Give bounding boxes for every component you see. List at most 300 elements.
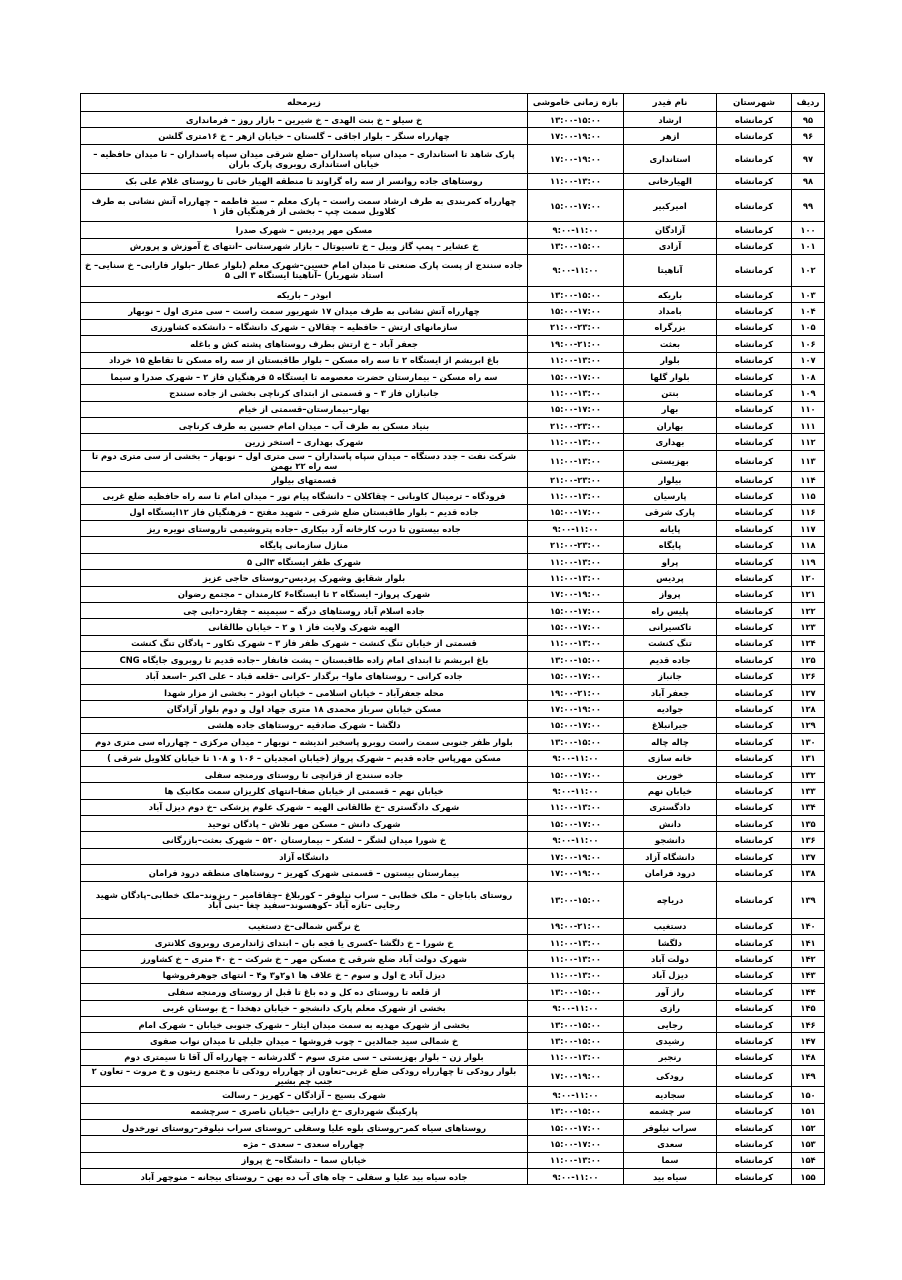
row-number-cell: ۱۵۴ <box>792 1152 825 1168</box>
table-row <box>81 1016 825 1032</box>
area-cell: شهرک دانش – مسکن مهر تلاش – پادگان توحید <box>81 816 528 832</box>
time-range-cell: ۱۵:۰۰-۱۷:۰۰ <box>528 504 624 520</box>
city-cell: کرمانشاه <box>717 1119 792 1135</box>
area-cell: دانشگاه آزاد <box>81 848 528 864</box>
table-row <box>81 471 825 487</box>
time-range-cell: ۱۱:۰۰-۱۳:۰۰ <box>528 951 624 967</box>
time-range-cell: ۱۳:۰۰-۱۵:۰۰ <box>528 1033 624 1049</box>
table-row <box>81 848 825 864</box>
row-number-cell: ۱۲۸ <box>792 701 825 717</box>
table-row <box>81 1000 825 1016</box>
feeder-cell: جعفر آباد <box>624 684 717 700</box>
city-cell: کرمانشاه <box>717 967 792 983</box>
feeder-cell: پردیس <box>624 570 717 586</box>
feeder-cell: رشیدی <box>624 1033 717 1049</box>
area-cell: مسکن خیابان سرباز محمدی ۱۸ متری جهاد اول و دوم بلوار آزادگان <box>81 701 528 717</box>
row-number-cell: ۱۱۸ <box>792 537 825 553</box>
table-row <box>81 521 825 537</box>
city-cell: کرمانشاه <box>717 602 792 618</box>
area-cell: روستاهای سیاه کمر–روستای بلوه علیا وسفلی –روستای سراب نیلوفر–روستای تورخدول <box>81 1119 528 1135</box>
city-cell: کرمانشاه <box>717 684 792 700</box>
city-cell: کرمانشاه <box>717 1169 792 1185</box>
time-range-cell: ۱۵:۰۰-۱۷:۰۰ <box>528 368 624 384</box>
feeder-cell: بهداری <box>624 434 717 450</box>
header-row-number: ردیف <box>792 94 825 112</box>
table-row <box>81 1033 825 1049</box>
time-range-cell: ۱۵:۰۰-۱۷:۰۰ <box>528 668 624 684</box>
table-row <box>81 734 825 750</box>
area-cell: خ شمالی سید جمالدین – چوب فروشها – میدان جلیلی تا میدان نواب صفوی <box>81 1033 528 1049</box>
table-row <box>81 832 825 848</box>
area-cell: بنیاد مسکن به طرف آب – میدان امام حسین به طرف کرناچی <box>81 418 528 434</box>
area-cell: شهرک دولت آباد ضلع شرقی خ مسکن مهر – خ شرکت – خ ۴۰ متری – خ کشاورز <box>81 951 528 967</box>
time-range-cell: ۱۵:۰۰-۱۷:۰۰ <box>528 602 624 618</box>
feeder-cell: پراو <box>624 553 717 569</box>
area-cell: بهار–بیمارستان–قسمتی از خیام <box>81 401 528 417</box>
table-row <box>81 918 825 934</box>
city-cell: کرمانشاه <box>717 553 792 569</box>
table-row <box>81 635 825 651</box>
time-range-cell: ۱۷:۰۰-۱۹:۰۰ <box>528 586 624 602</box>
area-cell: جاده سنندج از قزانچی تا روستای ورمنجه سفلی <box>81 766 528 782</box>
row-number-cell: ۱۴۰ <box>792 918 825 934</box>
area-cell: باغ ابریشم تا ابتدای امام زاده طاقبستان – پشت فانفار –جاده قدیم تا روبروی جایگاه CNG <box>81 652 528 668</box>
row-number-cell: ۱۲۳ <box>792 619 825 635</box>
table-row <box>81 434 825 450</box>
city-cell: کرمانشاه <box>717 586 792 602</box>
time-range-cell: ۹:۰۰-۱۱:۰۰ <box>528 1169 624 1185</box>
table-row <box>81 401 825 417</box>
table-row <box>81 418 825 434</box>
row-number-cell: ۱۰۲ <box>792 254 825 286</box>
table-row <box>81 935 825 951</box>
feeder-cell: پایگاه <box>624 537 717 553</box>
city-cell: کرمانشاه <box>717 1066 792 1087</box>
row-number-cell: ۱۳۸ <box>792 865 825 881</box>
city-cell: کرمانشاه <box>717 368 792 384</box>
time-range-cell: ۱۱:۰۰-۱۳:۰۰ <box>528 553 624 569</box>
feeder-cell: ازهر <box>624 128 717 144</box>
time-range-cell: ۱۷:۰۰-۱۹:۰۰ <box>528 701 624 717</box>
city-cell: کرمانشاه <box>717 935 792 951</box>
feeder-cell: بلوار <box>624 352 717 368</box>
area-cell: الهیه شهرک ولایت فاز ۱ و ۲ – خیابان طالقانی <box>81 619 528 635</box>
table-row <box>81 1119 825 1135</box>
time-range-cell: ۱۱:۰۰-۱۳:۰۰ <box>528 799 624 815</box>
row-number-cell: ۱۴۲ <box>792 951 825 967</box>
city-cell: کرمانشاه <box>717 144 792 173</box>
feeder-cell: بزرگراه <box>624 319 717 335</box>
city-cell: کرمانشاه <box>717 504 792 520</box>
row-number-cell: ۱۲۷ <box>792 684 825 700</box>
outage-schedule-page <box>80 93 824 1185</box>
feeder-cell: دادگستری <box>624 799 717 815</box>
feeder-cell: رنجبر <box>624 1049 717 1065</box>
feeder-cell: دولت آباد <box>624 951 717 967</box>
feeder-cell: دانشگاه آزاد <box>624 848 717 864</box>
table-row <box>81 799 825 815</box>
table-row <box>81 1103 825 1119</box>
time-range-cell: ۱۷:۰۰-۱۹:۰۰ <box>528 144 624 173</box>
city-cell: کرمانشاه <box>717 112 792 128</box>
row-number-cell: ۱۰۳ <box>792 286 825 302</box>
time-range-cell: ۱۹:۰۰-۲۱:۰۰ <box>528 336 624 352</box>
table-row <box>81 385 825 401</box>
city-cell: کرمانشاه <box>717 488 792 504</box>
table-row <box>81 652 825 668</box>
city-cell: کرمانشاه <box>717 254 792 286</box>
row-number-cell: ۱۱۹ <box>792 553 825 569</box>
table-row <box>81 984 825 1000</box>
table-header-row <box>81 94 825 112</box>
row-number-cell: ۱۰۸ <box>792 368 825 384</box>
city-cell: کرمانشاه <box>717 717 792 733</box>
time-range-cell: ۹:۰۰-۱۱:۰۰ <box>528 521 624 537</box>
city-cell: کرمانشاه <box>717 848 792 864</box>
row-number-cell: ۱۰۶ <box>792 336 825 352</box>
time-range-cell: ۹:۰۰-۱۱:۰۰ <box>528 783 624 799</box>
feeder-cell: راز آور <box>624 984 717 1000</box>
area-cell: بلوار شقایق وشهرک پردیس–روستای حاجی عزیز <box>81 570 528 586</box>
header-time-range: بازه زمانی خاموشی <box>528 94 624 112</box>
area-cell: جاده اسلام آباد روستاهای درگه – سیمینه – چقارد–دابی چی <box>81 602 528 618</box>
outage-schedule-table <box>80 93 825 1185</box>
time-range-cell: ۱۱:۰۰-۱۳:۰۰ <box>528 385 624 401</box>
area-cell: چهارراه سنگر – بلوار اجاقی – گلستان – خیابان ازهر – خ ۱۶متری گلشن <box>81 128 528 144</box>
table-row <box>81 570 825 586</box>
city-cell: کرمانشاه <box>717 521 792 537</box>
row-number-cell: ۱۳۲ <box>792 766 825 782</box>
feeder-cell: سیاه بید <box>624 1169 717 1185</box>
city-cell: کرمانشاه <box>717 537 792 553</box>
time-range-cell: ۱۷:۰۰-۱۹:۰۰ <box>528 128 624 144</box>
feeder-cell: رودکی <box>624 1066 717 1087</box>
table-row <box>81 190 825 222</box>
row-number-cell: ۱۲۵ <box>792 652 825 668</box>
city-cell: کرمانشاه <box>717 190 792 222</box>
area-cell: مسکن مهر پردیس – شهرک صدرا <box>81 222 528 238</box>
row-number-cell: ۱۱۲ <box>792 434 825 450</box>
feeder-cell: بعثت <box>624 336 717 352</box>
time-range-cell: ۱۳:۰۰-۱۵:۰۰ <box>528 1016 624 1032</box>
city-cell: کرمانشاه <box>717 619 792 635</box>
city-cell: کرمانشاه <box>717 352 792 368</box>
row-number-cell: ۱۲۴ <box>792 635 825 651</box>
table-row <box>81 368 825 384</box>
feeder-cell: جانباز <box>624 668 717 684</box>
time-range-cell: ۱۵:۰۰-۱۷:۰۰ <box>528 1136 624 1152</box>
table-row <box>81 112 825 128</box>
city-cell: کرمانشاه <box>717 1087 792 1103</box>
row-number-cell: ۱۳۷ <box>792 848 825 864</box>
city-cell: کرمانشاه <box>717 401 792 417</box>
feeder-cell: استانداری <box>624 144 717 173</box>
city-cell: کرمانشاه <box>717 1136 792 1152</box>
city-cell: کرمانشاه <box>717 1000 792 1016</box>
city-cell: کرمانشاه <box>717 450 792 471</box>
city-cell: کرمانشاه <box>717 434 792 450</box>
time-range-cell: ۱۳:۰۰-۱۵:۰۰ <box>528 984 624 1000</box>
city-cell: کرمانشاه <box>717 1152 792 1168</box>
row-number-cell: ۱۳۶ <box>792 832 825 848</box>
city-cell: کرمانشاه <box>717 222 792 238</box>
time-range-cell: ۱۳:۰۰-۱۵:۰۰ <box>528 286 624 302</box>
feeder-cell: چاله چاله <box>624 734 717 750</box>
city-cell: کرمانشاه <box>717 303 792 319</box>
row-number-cell: ۱۳۵ <box>792 816 825 832</box>
feeder-cell: خورین <box>624 766 717 782</box>
area-cell: جانبازان فاز ۳ – و قسمتی از ابتدای کرناچی بخشی از جاده سنندج <box>81 385 528 401</box>
area-cell: محله جعفرآباد – خیابان اسلامی – خیابان ابوذر – بخشی از مزار شهدا <box>81 684 528 700</box>
area-cell: روستاهای جاده روانسر از سه راه گراوند تا منطقه الهیار خانی تا روستای غلام علی بک <box>81 173 528 189</box>
row-number-cell: ۱۰۹ <box>792 385 825 401</box>
feeder-cell: بهاران <box>624 418 717 434</box>
row-number-cell: ۱۱۳ <box>792 450 825 471</box>
row-number-cell: ۱۴۵ <box>792 1000 825 1016</box>
time-range-cell: ۹:۰۰-۱۱:۰۰ <box>528 254 624 286</box>
time-range-cell: ۱۵:۰۰-۱۷:۰۰ <box>528 401 624 417</box>
table-row <box>81 173 825 189</box>
feeder-cell: تنگ کنشت <box>624 635 717 651</box>
row-number-cell: ۱۴۹ <box>792 1066 825 1087</box>
table-row <box>81 450 825 471</box>
area-cell: دلگشا – شهرک صادقیه –روستاهای جاده هلشی <box>81 717 528 733</box>
city-cell: کرمانشاه <box>717 1049 792 1065</box>
table-row <box>81 619 825 635</box>
table-row <box>81 951 825 967</box>
time-range-cell: ۲۱:۰۰-۲۳:۰۰ <box>528 319 624 335</box>
area-cell: از قلعه تا روستای ده کل و ده باغ تا قبل از روستای ورمنجه سفلی <box>81 984 528 1000</box>
table-row <box>81 750 825 766</box>
row-number-cell: ۱۵۲ <box>792 1119 825 1135</box>
city-cell: کرمانشاه <box>717 319 792 335</box>
row-number-cell: ۱۲۲ <box>792 602 825 618</box>
time-range-cell: ۱۳:۰۰-۱۵:۰۰ <box>528 238 624 254</box>
city-cell: کرمانشاه <box>717 652 792 668</box>
city-cell: کرمانشاه <box>717 832 792 848</box>
city-cell: کرمانشاه <box>717 635 792 651</box>
time-range-cell: ۱۳:۰۰-۱۵:۰۰ <box>528 734 624 750</box>
area-cell: سازمانهای ارتش – حافظیه – چقالان – شهرک دانشگاه – دانشکده کشاورزی <box>81 319 528 335</box>
table-row <box>81 128 825 144</box>
time-range-cell: ۱۱:۰۰-۱۳:۰۰ <box>528 1152 624 1168</box>
table-row <box>81 586 825 602</box>
table-row <box>81 602 825 618</box>
time-range-cell: ۹:۰۰-۱۱:۰۰ <box>528 750 624 766</box>
row-number-cell: ۱۱۶ <box>792 504 825 520</box>
city-cell: کرمانشاه <box>717 816 792 832</box>
area-cell: جاده بیستون تا درب کارخانه آرد بیکاری –جاده پتروشیمی تاروستای نویره ریز <box>81 521 528 537</box>
city-cell: کرمانشاه <box>717 734 792 750</box>
feeder-cell: آزادگان <box>624 222 717 238</box>
row-number-cell: ۱۳۹ <box>792 881 825 918</box>
time-range-cell: ۱۵:۰۰-۱۷:۰۰ <box>528 1119 624 1135</box>
header-area: زیرمحله <box>81 94 528 112</box>
time-range-cell: ۱۷:۰۰-۱۹:۰۰ <box>528 865 624 881</box>
table-row <box>81 1169 825 1185</box>
row-number-cell: ۱۴۸ <box>792 1049 825 1065</box>
time-range-cell: ۱۵:۰۰-۱۷:۰۰ <box>528 303 624 319</box>
time-range-cell: ۱۷:۰۰-۱۹:۰۰ <box>528 848 624 864</box>
table-row <box>81 766 825 782</box>
area-cell: سه راه مسکن – بیمارستان حضرت معصومه تا ایستگاه ۵ فرهنگیان فاز ۲ – شهرک صدرا و سیما <box>81 368 528 384</box>
feeder-cell: بیلوار <box>624 471 717 487</box>
time-range-cell: ۹:۰۰-۱۱:۰۰ <box>528 832 624 848</box>
table-row <box>81 701 825 717</box>
feeder-cell: سر چشمه <box>624 1103 717 1119</box>
time-range-cell: ۱۱:۰۰-۱۳:۰۰ <box>528 935 624 951</box>
feeder-cell: تاکسیرانی <box>624 619 717 635</box>
header-feeder: نام فیدر <box>624 94 717 112</box>
area-cell: بلوار رودکی تا چهارراه رودکی ضلع غربی–تعاون از چهارراه رودکی تا مجتمع زیتون و خ مروت – تعاون ۲ جنب چم بشیر <box>81 1066 528 1087</box>
feeder-cell: پرواز <box>624 586 717 602</box>
area-cell: خ شورا میدان لشگر – لشکر – بیمارستان ۵۲۰ – شهرک بعثت–بازرگانی <box>81 832 528 848</box>
city-cell: کرمانشاه <box>717 668 792 684</box>
table-row <box>81 717 825 733</box>
header-city: شهرستان <box>717 94 792 112</box>
time-range-cell: ۱۱:۰۰-۱۳:۰۰ <box>528 434 624 450</box>
table-row <box>81 303 825 319</box>
table-row <box>81 865 825 881</box>
time-range-cell: ۱۱:۰۰-۱۳:۰۰ <box>528 173 624 189</box>
row-number-cell: ۱۵۳ <box>792 1136 825 1152</box>
table-row <box>81 144 825 173</box>
area-cell: شرکت نفت – جدد دستگاه – میدان سپاه پاسداران – سی متری اول – نوبهار – بخشی از سی متری دوم تا سه راه ۲۲ بهمن <box>81 450 528 471</box>
area-cell: جاده سنندج از پست پارک صنعتی تا میدان امام حسین–شهرک معلم (بلوار عطار –بلوار فارابی– خ سنایی– خ استاد شهریار) –آناهیتا ایستگاه ۳ الی ۵ <box>81 254 528 286</box>
table-row <box>81 1066 825 1087</box>
time-range-cell: ۱۱:۰۰-۱۳:۰۰ <box>528 1049 624 1065</box>
area-cell: شهرک بهداری – استخر زرین <box>81 434 528 450</box>
table-row <box>81 783 825 799</box>
time-range-cell: ۱۱:۰۰-۱۳:۰۰ <box>528 450 624 471</box>
time-range-cell: ۱۵:۰۰-۱۷:۰۰ <box>528 816 624 832</box>
table-row <box>81 553 825 569</box>
area-cell: خ عشایر – پمپ گاز وییل – خ تاسیوتال – بازار شهرستانی –انتهای خ آموزش و پرورش <box>81 238 528 254</box>
area-cell: بیمارستان بیستون – قسمتی شهرک کهریز – روستاهای منطقه درود فرامان <box>81 865 528 881</box>
table-body <box>81 112 825 1185</box>
city-cell: کرمانشاه <box>717 286 792 302</box>
row-number-cell: ۱۳۱ <box>792 750 825 766</box>
feeder-cell: سراب نیلوفر <box>624 1119 717 1135</box>
row-number-cell: ۱۰۰ <box>792 222 825 238</box>
city-cell: کرمانشاه <box>717 951 792 967</box>
table-row <box>81 222 825 238</box>
city-cell: کرمانشاه <box>717 1033 792 1049</box>
area-cell: شهرک دادگستری –خ طالقانی الهیه – شهرک علوم پزشکی –خ دوم دیزل آباد <box>81 799 528 815</box>
city-cell: کرمانشاه <box>717 881 792 918</box>
table-row <box>81 1136 825 1152</box>
time-range-cell: ۹:۰۰-۱۱:۰۰ <box>528 222 624 238</box>
feeder-cell: بلوار گلها <box>624 368 717 384</box>
area-cell: پارک شاهد تا استانداری – میدان سپاه پاسداران –ضلع شرقی میدان سپاه پاسداران – تا میدان حافظیه – خیابان استانداری روبروی پارک باران <box>81 144 528 173</box>
feeder-cell: سما <box>624 1152 717 1168</box>
feeder-cell: پارک شرقی <box>624 504 717 520</box>
feeder-cell: آزادی <box>624 238 717 254</box>
feeder-cell: رازی <box>624 1000 717 1016</box>
table-row <box>81 488 825 504</box>
feeder-cell: دلگشا <box>624 935 717 951</box>
row-number-cell: ۱۱۷ <box>792 521 825 537</box>
area-cell: پارکینگ شهرداری –خ دارایی –خیابان ناصری – سرچشمه <box>81 1103 528 1119</box>
row-number-cell: ۱۱۵ <box>792 488 825 504</box>
city-cell: کرمانشاه <box>717 385 792 401</box>
table-row <box>81 254 825 286</box>
row-number-cell: ۹۸ <box>792 173 825 189</box>
city-cell: کرمانشاه <box>717 865 792 881</box>
table-row <box>81 668 825 684</box>
feeder-cell: بامداد <box>624 303 717 319</box>
feeder-cell: سعدی <box>624 1136 717 1152</box>
table-row <box>81 1152 825 1168</box>
feeder-cell: جاده قدیم <box>624 652 717 668</box>
city-cell: کرمانشاه <box>717 750 792 766</box>
row-number-cell: ۱۵۱ <box>792 1103 825 1119</box>
row-number-cell: ۱۲۱ <box>792 586 825 602</box>
feeder-cell: درود فرامان <box>624 865 717 881</box>
time-range-cell: ۱۱:۰۰-۱۳:۰۰ <box>528 488 624 504</box>
area-cell: جاده سیاه بید علیا و سفلی – چاه های آب ده بهن – روستای بیجانه – منوچهر آباد <box>81 1169 528 1185</box>
city-cell: کرمانشاه <box>717 128 792 144</box>
city-cell: کرمانشاه <box>717 701 792 717</box>
area-cell: جعفر آباد – خ ارتش بطرف روستاهای پشته کش و باغله <box>81 336 528 352</box>
area-cell: بخشی از شهرک مهدیه به سمت میدان ایثار – شهرک جنوبی خیابان – شهرک امام <box>81 1016 528 1032</box>
feeder-cell: بهار <box>624 401 717 417</box>
feeder-cell: امیرکبیر <box>624 190 717 222</box>
time-range-cell: ۱۵:۰۰-۱۷:۰۰ <box>528 717 624 733</box>
city-cell: کرمانشاه <box>717 418 792 434</box>
table-row <box>81 504 825 520</box>
area-cell: مسکن مهرپاس جاده قدیم – شهرک پرواز (خیابان امجدیان – ۱۰۶ و ۱۰۸ تا خیابان کلاویل شرقی ) <box>81 750 528 766</box>
row-number-cell: ۱۱۴ <box>792 471 825 487</box>
time-range-cell: ۱۳:۰۰-۱۵:۰۰ <box>528 652 624 668</box>
row-number-cell: ۱۴۷ <box>792 1033 825 1049</box>
time-range-cell: ۱۹:۰۰-۲۱:۰۰ <box>528 918 624 934</box>
row-number-cell: ۱۳۴ <box>792 799 825 815</box>
time-range-cell: ۱۱:۰۰-۱۳:۰۰ <box>528 570 624 586</box>
area-cell: ابوذر – باریکه <box>81 286 528 302</box>
row-number-cell: ۹۷ <box>792 144 825 173</box>
feeder-cell: پایانه <box>624 521 717 537</box>
area-cell: بلوار ظفر جنوبی سمت راست روبرو پاسخبر اندیشه – نوبهار – میدان مرکزی – چهارراه سی متری دوم <box>81 734 528 750</box>
area-cell: بخشی از شهرک معلم پارک دانشجو – خیابان دهخدا – خ بوستان غربی <box>81 1000 528 1016</box>
time-range-cell: ۱۱:۰۰-۱۳:۰۰ <box>528 352 624 368</box>
area-cell: دیزل آباد خ اول و سوم – خ علاف ها ۱و۲و۳ و۴ – انتهای جوهرفروشها <box>81 967 528 983</box>
table-row <box>81 319 825 335</box>
area-cell: شهرک ظفر ایستگاه ۳الی ۵ <box>81 553 528 569</box>
row-number-cell: ۹۹ <box>792 190 825 222</box>
feeder-cell: دانش <box>624 816 717 832</box>
area-cell: منازل سازمانی پایگاه <box>81 537 528 553</box>
area-cell: باغ ابریشم از ایستگاه ۲ تا سه راه مسکن – بلوار طاقبستان از سه راه مسکن تا تقاطع ۱۵ خرداد <box>81 352 528 368</box>
city-cell: کرمانشاه <box>717 1016 792 1032</box>
area-cell: چهارراه آتش نشانی به طرف میدان ۱۷ شهریور سمت راست – سی متری اول – نوبهار <box>81 303 528 319</box>
time-range-cell: ۱۵:۰۰-۱۷:۰۰ <box>528 619 624 635</box>
time-range-cell: ۱۳:۰۰-۱۵:۰۰ <box>528 881 624 918</box>
table-row <box>81 537 825 553</box>
area-cell: جاده کرانی – روستاهای ماوا– برگدار –کرانی –قلعه قباد – علی اکبر –اسعد آباد <box>81 668 528 684</box>
feeder-cell: بنتن <box>624 385 717 401</box>
time-range-cell: ۹:۰۰-۱۱:۰۰ <box>528 1000 624 1016</box>
row-number-cell: ۱۲۰ <box>792 570 825 586</box>
feeder-cell: سجادیه <box>624 1087 717 1103</box>
time-range-cell: ۱۳:۰۰-۱۵:۰۰ <box>528 112 624 128</box>
row-number-cell: ۱۵۵ <box>792 1169 825 1185</box>
city-cell: کرمانشاه <box>717 918 792 934</box>
city-cell: کرمانشاه <box>717 471 792 487</box>
row-number-cell: ۱۰۴ <box>792 303 825 319</box>
row-number-cell: ۱۱۰ <box>792 401 825 417</box>
feeder-cell: پارسیان <box>624 488 717 504</box>
